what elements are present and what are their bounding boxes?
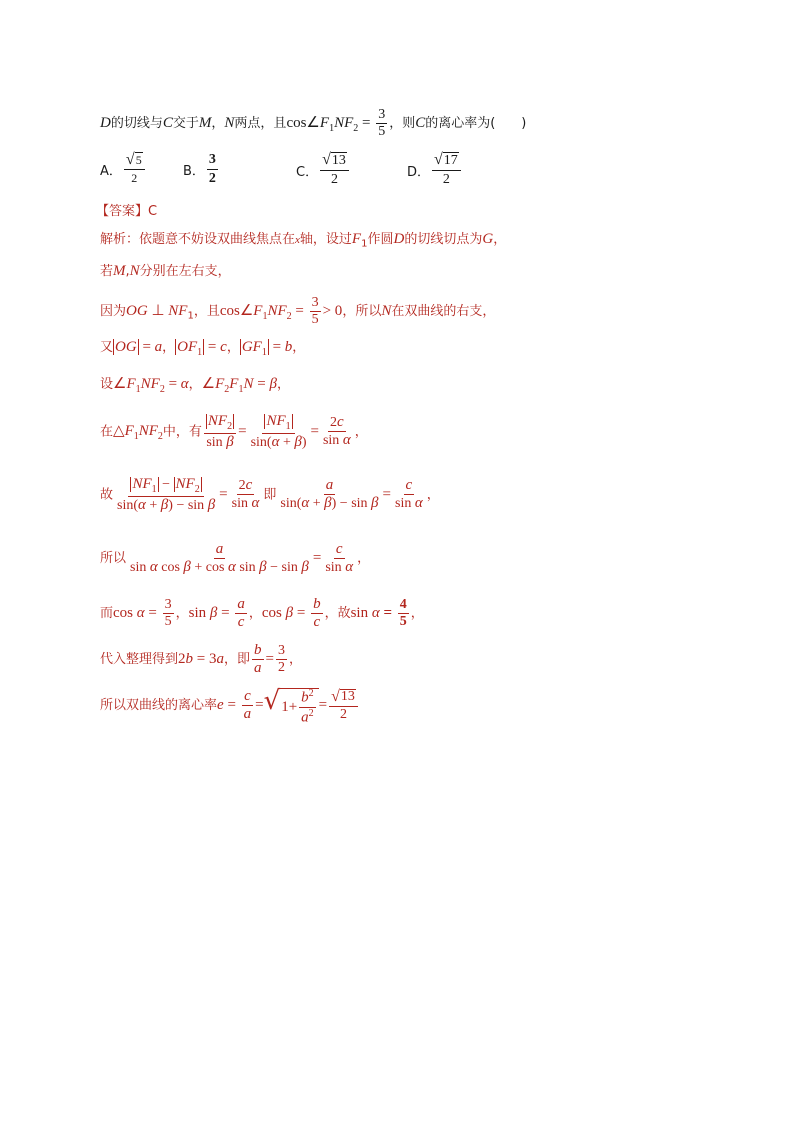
solution-line-4: 又 OG = a， $OF_1 = c$， $GF_1 = b$， [100, 339, 306, 358]
option-list [100, 152, 500, 192]
solution-line-9: 而cos α = $\frac{3}{5}$ ，sin β = $\frac{a}{c}$ ，cos β = $\frac{b}{c}$ ，故sin α = $\frac{4}{5}$ ， [100, 596, 424, 630]
solution-line-10: 代入整理得到2b = 3a，即 $\frac{b}{a}$ = $\frac{3}{2}$ ， [100, 642, 302, 676]
option-d[interactable]: D． √ 17 2 [407, 152, 463, 188]
solution-line-7: 故 $\frac{NF_1 - NF_2}{\text{sin(α + β) − sin β}}$ = $\frac{2c}{\text{sin α}}$ 即 $\frac{a}{\text{sin(α + β) − sin β}}$ = $\frac{c}{\text{sin α}}$ ， [100, 476, 440, 513]
solution-line-6: 在$\triangle F_1NF_2$中，有 $\frac{NF_2}{\text{sin β}}$ = $\frac{NF_1}{\sin(\alpha + \beta)}$ = $\frac{2c}{\text{sin α}}$ ， [100, 413, 368, 450]
solution-line-5: 设$\angle F_1NF_2 = \alpha$，$\angle F_2F_1N = \beta$， [100, 376, 290, 395]
solution-line-11: 所以双曲线的离心率e = $\frac{c}{a}$ = √ 1+ $\frac{b^2}{a^2}$ = √ 13 2 [100, 688, 360, 725]
solution-line-8: 所以 $\frac{a}{\text{sin α cos β + cos α sin β − sin β}}$ = $\frac{c}{\text{sin α}}$ ， [100, 541, 371, 575]
answer-tag: 【答案】C [96, 204, 158, 219]
option-c[interactable]: C． √ 13 2 [296, 152, 351, 188]
option-b[interactable]: B． $\frac{3}{2}$ [183, 152, 216, 186]
solution-line-3: 因为OG ⊥ $NF_1$，且$\cos\angle F_1NF_2$ = $\frac{3}{5}$ > 0，所以N在双曲线的右支， [100, 295, 496, 327]
solution-line-1: 解析：依题意不妨设双曲线焦点在x轴，设过$F_1$作圆D的切线切点为G， [100, 231, 507, 250]
solution-line-2: 若M,N分别在左右支， [100, 263, 231, 279]
option-a[interactable]: A． √ 5 2 [100, 152, 147, 186]
question-stem: D的切线与C交于M，N两点，且$\cos\angle F_1NF_2$ = $\frac{3}{5}$ ，则C的离心率为( ) [100, 107, 527, 139]
